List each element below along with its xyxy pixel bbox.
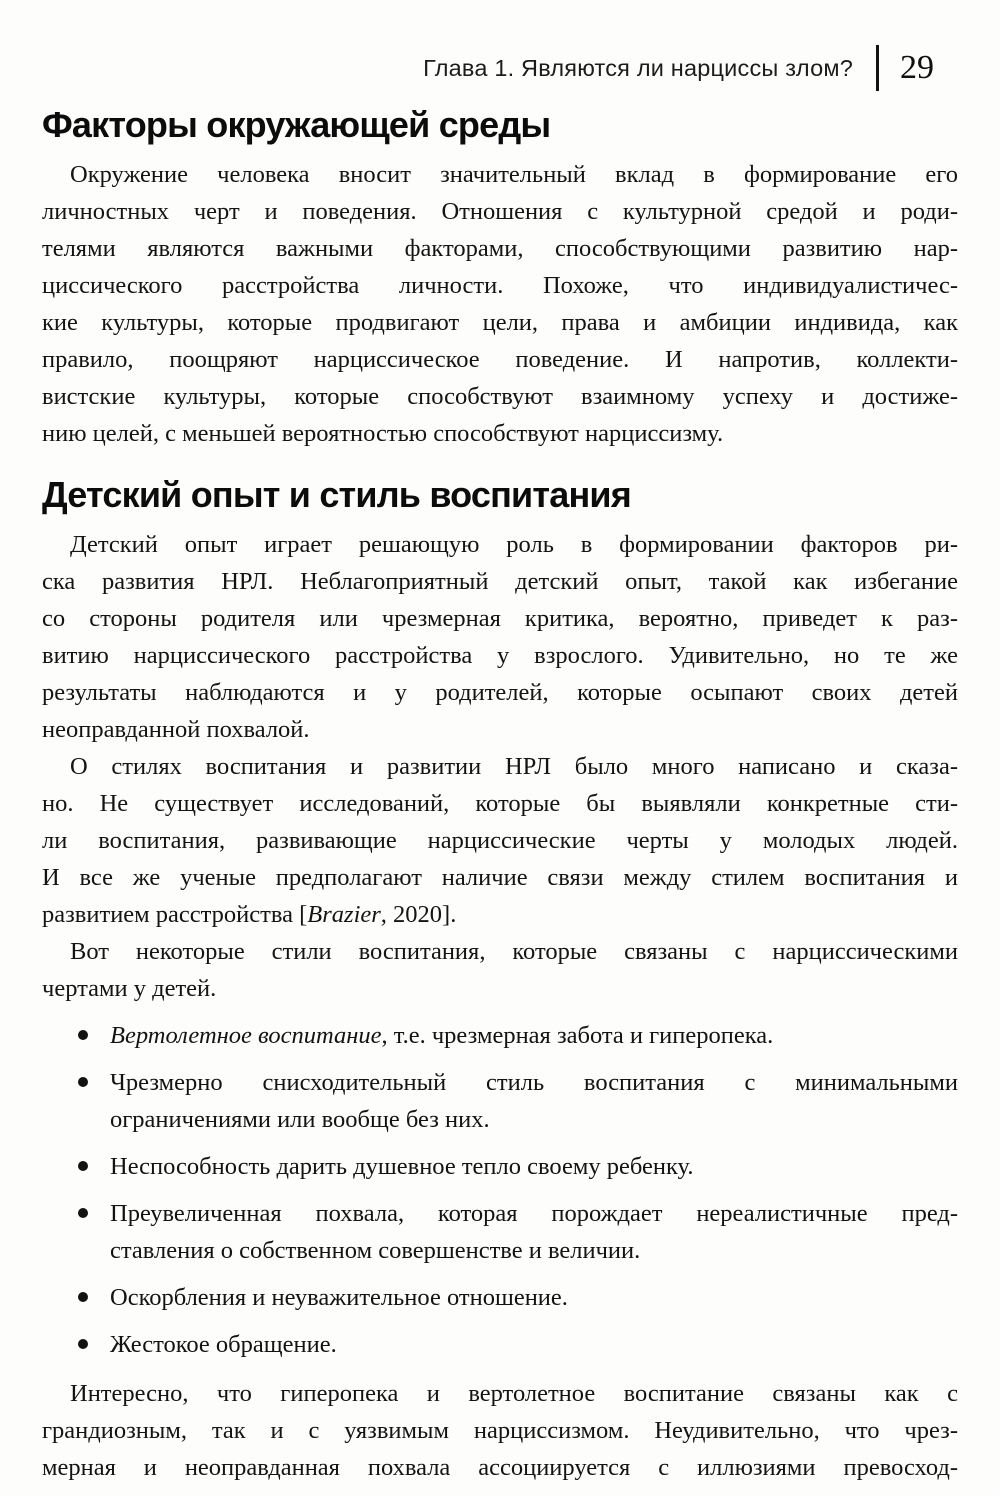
paragraph-line: витию нарциссического расстройства у взрослого. Удивительно, но те же bbox=[42, 641, 958, 669]
paragraph-line: неоправданной похвалой. bbox=[42, 715, 310, 743]
paragraph-line: И все же ученые предполагают наличие связи между стилем воспитания и bbox=[42, 863, 958, 891]
paragraph-environment bbox=[42, 156, 958, 452]
bullet-icon bbox=[78, 1030, 88, 1040]
paragraph-line: Детский опыт играет решающую роль в формировании факторов ри- bbox=[70, 530, 958, 558]
list-item bbox=[42, 1326, 958, 1363]
list-item-text: Преувеличенная похвала, которая порождает нереалистичные пред- bbox=[110, 1199, 958, 1227]
paragraph-line: грандиозным, так и с уязвимым нарциссизмом. Неудивительно, что чрез- bbox=[42, 1416, 958, 1444]
list-item-text: Неспособность дарить душевное тепло своему ребенку. bbox=[110, 1152, 694, 1180]
bullet-icon bbox=[78, 1208, 88, 1218]
paragraph-line: чертами у детей. bbox=[42, 974, 217, 1002]
paragraph-line: нию целей, с меньшей вероятностью способствуют нарциссизму. bbox=[42, 419, 724, 447]
paragraph-childhood bbox=[42, 526, 958, 748]
paragraph-line: ли воспитания, развивающие нарциссические черты у молодых людей. bbox=[42, 826, 958, 854]
list-item-text: Чрезмерно снисходительный стиль воспитания с минимальными bbox=[110, 1068, 958, 1096]
list-item-term: Вертолетное воспитание bbox=[110, 1021, 382, 1049]
paragraph-line: О стилях воспитания и развитии НРЛ было много написано и сказа- bbox=[70, 752, 958, 780]
parenting-styles-list bbox=[42, 1017, 958, 1363]
paragraph-list-intro bbox=[42, 933, 958, 1007]
page-header bbox=[42, 44, 958, 92]
list-item bbox=[42, 1148, 958, 1185]
paragraph-line: Интересно, что гиперопека и вертолетное воспитание связаны как с bbox=[70, 1379, 958, 1407]
paragraph-line: но. Не существует исследований, которые бы выявляли конкретные сти- bbox=[42, 789, 958, 817]
paragraph-line: со стороны родителя или чрезмерная критика, вероятно, приведет к раз- bbox=[42, 604, 958, 632]
page-number: 29 bbox=[900, 49, 934, 86]
bullet-icon bbox=[78, 1339, 88, 1349]
list-item-text: Жестокое обращение. bbox=[110, 1330, 337, 1358]
list-item bbox=[42, 1017, 958, 1054]
citation-post: , 2020]. bbox=[380, 900, 457, 928]
paragraph-line: правило, поощряют нарциссическое поведение. И напротив, коллекти- bbox=[42, 345, 958, 373]
citation-author: Brazier bbox=[307, 900, 381, 928]
paragraph-line: Вот некоторые стили воспитания, которые связаны с нарциссическими bbox=[70, 937, 958, 965]
section-heading-environment-factors: Факторы окружающей среды bbox=[42, 104, 551, 145]
paragraph-conclusion bbox=[42, 1375, 958, 1486]
paragraph-line: результаты наблюдаются и у родителей, которые осыпают своих детей bbox=[42, 678, 958, 706]
list-item bbox=[42, 1279, 958, 1316]
list-item-text: ставления о собственном совершенстве и величии. bbox=[110, 1236, 641, 1264]
paragraph-line: Окружение человека вносит значительный вклад в формирование его bbox=[70, 160, 958, 188]
paragraph-line: ска развития НРЛ. Неблагоприятный детский опыт, такой как избегание bbox=[42, 567, 958, 595]
section-heading-childhood-experience: Детский опыт и стиль воспитания bbox=[42, 473, 631, 515]
paragraph-line: вистские культуры, которые способствуют взаимному успеху и достиже- bbox=[42, 382, 958, 410]
list-item-text: ограничениями или вообще без них. bbox=[110, 1105, 490, 1133]
bullet-icon bbox=[78, 1161, 88, 1171]
bullet-icon bbox=[78, 1077, 88, 1087]
header-divider bbox=[876, 45, 879, 91]
paragraph-line: кие культуры, которые продвигают цели, права и амбиции индивида, как bbox=[42, 308, 958, 336]
paragraph-line: мерная и неоправданная похвала ассоциируется с иллюзиями превосход- bbox=[42, 1453, 958, 1481]
list-item-text: Оскорбления и неуважительное отношение. bbox=[110, 1283, 568, 1311]
list-item-rest: , т.е. чрезмерная забота и гиперопека. bbox=[381, 1021, 774, 1049]
paragraph-line: циссического расстройства личности. Похоже, что индивидуалистичес- bbox=[42, 271, 958, 299]
paragraph-line-citation bbox=[42, 896, 958, 933]
paragraph-line: личностных черт и поведения. Отношения с культурной средой и роди- bbox=[42, 197, 958, 225]
paragraph-parenting-styles-research bbox=[42, 748, 958, 933]
chapter-title: Глава 1. Являются ли нарциссы злом? bbox=[423, 54, 853, 81]
bullet-icon bbox=[78, 1292, 88, 1302]
paragraph-line: телями являются важными факторами, способствующими развитию нар- bbox=[42, 234, 958, 262]
list-item bbox=[42, 1064, 958, 1138]
list-item-text bbox=[110, 1017, 958, 1054]
citation-pre: развитием расстройства [ bbox=[42, 900, 308, 928]
list-item bbox=[42, 1195, 958, 1269]
